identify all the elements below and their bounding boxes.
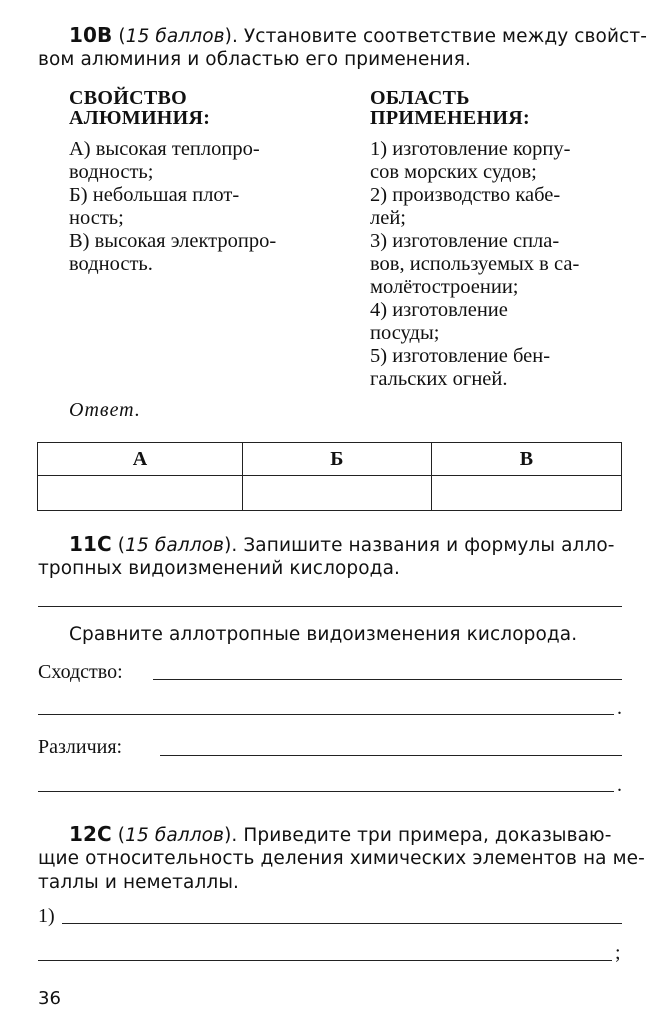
task11-number: 11С [69,532,112,556]
item1-answer-line-2[interactable] [38,960,612,961]
application-line: 5) изготовление бен- [370,345,551,367]
task11-compare-text: Сравните аллотропные видоизменения кислорода. [69,624,578,645]
right-heading-line: ПРИМЕНЕНИЯ: [370,107,530,129]
right-column-list [370,138,579,391]
right-heading-line: ОБЛАСТЬ [370,87,470,109]
difference-answer-line-2[interactable] [38,791,614,792]
task10-number: 10В [69,23,113,47]
item1-label: 1) [38,905,55,927]
application-line: лей; [370,207,406,229]
right-column-heading [370,88,530,128]
task11-line1-rest: . Запишите названия и формулы алло- [231,535,615,556]
application-line: 3) изготовление спла- [370,230,560,252]
application-line: 4) изготовление [370,299,508,321]
task12-text-line3: таллы и неметаллы. [38,872,240,893]
task12-points: 15 баллов [125,825,225,846]
left-column-list [69,138,276,276]
task10-text-line1: 10В (15 баллов). Установите соответствие между свойст- [69,23,648,47]
difference-answer-line[interactable] [160,755,622,756]
answer-cell-a[interactable] [38,476,243,511]
task10-points: 15 баллов [125,26,225,47]
property-line: В) высокая электропро- [69,230,277,252]
semicolon-mark: ; [615,942,621,964]
property-line: водность; [69,161,154,183]
answer-header-a: А [38,443,243,476]
answer-cell-b[interactable] [242,476,431,511]
left-heading-line: СВОЙСТВО [69,87,187,109]
application-line: вов, используемых в са- [370,253,580,275]
application-line: посуды; [370,322,440,344]
task12-line1-rest: . Приведите три примера, доказываю- [231,825,612,846]
similarity-label: Сходство: [38,661,123,683]
similarity-answer-line[interactable] [153,679,622,680]
answer-cell-v[interactable] [431,476,621,511]
property-line: А) высокая теплопро- [69,138,260,160]
similarity-answer-line-2[interactable] [38,714,614,715]
property-line: ность; [69,207,124,229]
answer-header-b: Б [242,443,431,476]
application-line: гальских огней. [370,368,508,390]
task10-line1-rest: . Установите соответствие между свойст- [231,26,648,47]
answer-table [37,442,622,511]
task11-text-line1: 11С (15 баллов). Запишите названия и формулы алло- [69,532,615,556]
page-number: 36 [38,988,61,1009]
task10-text-line2: вом алюминия и областью его применения. [38,49,472,70]
left-column-heading [69,88,210,128]
application-line: 1) изготовление корпу- [370,138,571,160]
answer-header-v: В [431,443,621,476]
property-line: водность. [69,253,153,275]
difference-label: Различия: [38,736,123,758]
application-line: сов морских судов; [370,161,537,183]
task12-text-line2: щие относительность деления химических элементов на ме- [38,848,645,869]
item1-answer-line[interactable] [62,923,622,924]
period-mark: . [617,697,622,719]
application-line: молётостроении; [370,276,519,298]
task11-points: 15 баллов [125,535,225,556]
task11-text-line2: тропных видоизменений кислорода. [38,558,400,579]
property-line: Б) небольшая плот- [69,184,240,206]
application-line: 2) производство кабе- [370,184,561,206]
answer-label: Ответ. [69,399,141,421]
task12-text-line1: 12С (15 баллов). Приведите три примера, доказываю- [69,822,612,846]
period-mark: . [617,774,622,796]
task12-number: 12С [69,822,112,846]
answer-line[interactable] [38,606,622,607]
left-heading-line: АЛЮМИНИЯ: [69,107,211,129]
